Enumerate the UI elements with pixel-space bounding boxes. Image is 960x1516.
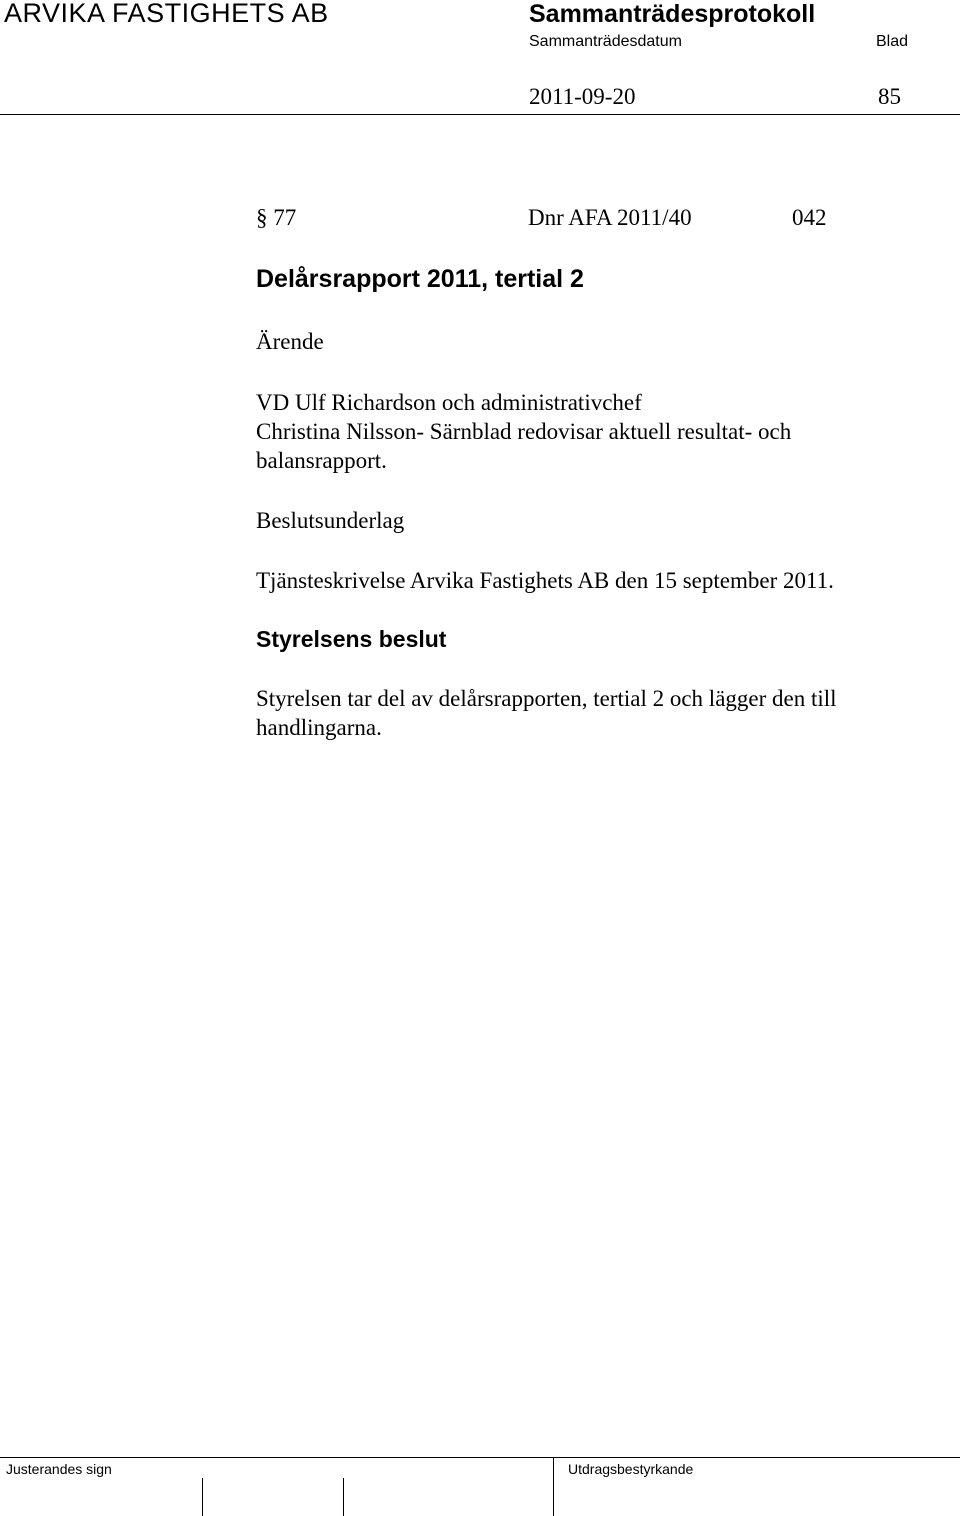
section-number: § 77 [256,205,297,230]
arende-text [256,388,876,475]
page-label: Blad [876,33,909,50]
underlag-label: Beslutsunderlag [256,508,405,533]
arende-line: VD Ulf Richardson och administrativchef [256,390,642,415]
item-heading: Delårsrapport 2011, tertial 2 [256,265,584,293]
diary-code: 042 [792,205,827,230]
beslut-text [256,684,936,742]
signature-box-divider [202,1478,203,1516]
page-number: 85 [878,84,901,109]
document-type: Sammanträdesprotokoll [529,0,816,28]
section-line [256,205,856,235]
attestation-label: Utdragsbestyrkande [568,1461,694,1477]
signature-label: Justerandes sign [6,1461,112,1477]
signature-box-divider [553,1458,554,1516]
arende-label: Ärende [256,329,324,354]
underlag-text: Tjänsteskrivelse Arvika Fastighets AB den 15 september 2011. [256,568,834,593]
footer-rule [0,1457,960,1458]
arende-line: balansrapport. [256,448,387,473]
date-label: Sammanträdesdatum [529,33,682,50]
beslut-line: Styrelsen tar del av delårsrapporten, tertial 2 och lägger den till [256,686,837,711]
header-rule [0,114,960,115]
diary-number: Dnr AFA 2011/40 [528,205,692,230]
organization-name: ARVIKA FASTIGHETS AB [4,0,329,28]
signature-box-divider [343,1478,344,1516]
meeting-date: 2011-09-20 [529,84,636,109]
beslut-line: handlingarna. [256,715,382,740]
arende-line: Christina Nilsson- Särnblad redovisar aktuell resultat- och [256,419,792,444]
beslut-label: Styrelsens beslut [256,626,447,652]
